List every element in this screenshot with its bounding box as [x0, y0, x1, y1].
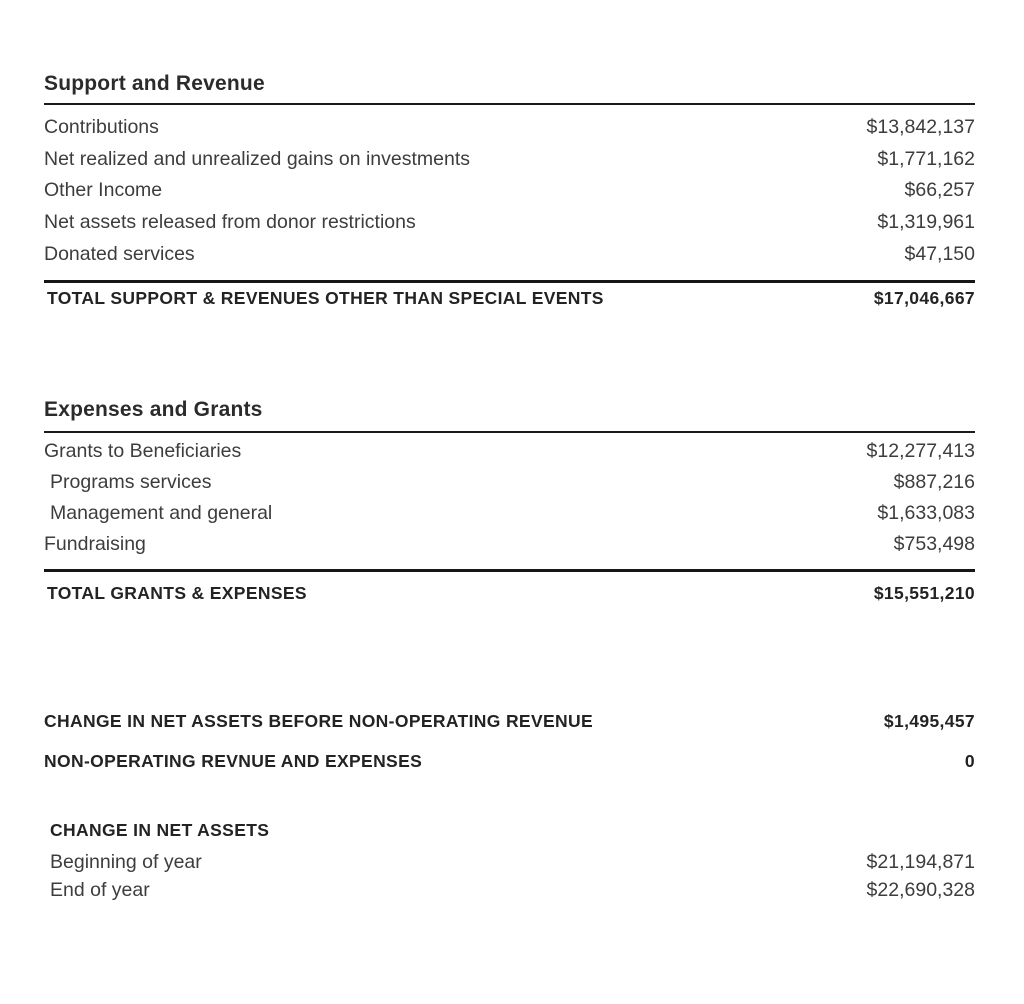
section-divider: [44, 103, 975, 105]
support-revenue-rows: [44, 112, 975, 270]
expenses-grants-rows: [44, 436, 975, 560]
total-label: TOTAL SUPPORT & REVENUES OTHER THAN SPECIAL EVENTS: [47, 287, 604, 308]
row-label: Net assets released from donor restrictions: [44, 211, 416, 234]
table-row: [44, 436, 975, 467]
row-value: $1,771,162: [877, 147, 975, 170]
total-label: TOTAL GRANTS & EXPENSES: [47, 582, 307, 603]
total-divider: [44, 280, 975, 283]
row-label: Fundraising: [44, 533, 146, 555]
row-label: Beginning of year: [50, 850, 202, 873]
row-value: $22,690,328: [866, 878, 975, 901]
row-value: $13,842,137: [866, 116, 975, 139]
row-label: Contributions: [44, 116, 159, 139]
change-before-non-operating-row: [44, 710, 975, 732]
total-grants-expenses-row: [44, 581, 975, 605]
table-row: [44, 529, 975, 560]
beginning-of-year-row: [44, 849, 975, 875]
row-value: $887,216: [893, 471, 975, 493]
row-value: $12,277,413: [866, 440, 975, 462]
total-divider: [44, 569, 975, 572]
row-value: $753,498: [893, 533, 975, 555]
table-row: [44, 175, 975, 207]
section-title-support-and-revenue: Support and Revenue: [44, 72, 265, 95]
row-label: Net realized and unrealized gains on investments: [44, 147, 471, 170]
row-label: Management and general: [50, 502, 273, 524]
summary-label: CHANGE IN NET ASSETS BEFORE NON-OPERATING REVENUE: [44, 710, 594, 731]
row-value: $1,319,961: [877, 211, 975, 234]
row-label: Donated services: [44, 242, 195, 265]
total-value: $15,551,210: [873, 582, 975, 603]
row-value: $21,194,871: [866, 850, 975, 873]
total-support-revenues-row: [44, 286, 975, 310]
total-value: $17,046,667: [873, 287, 975, 308]
change-in-net-assets-title: CHANGE IN NET ASSETS: [50, 819, 270, 840]
summary-label: NON-OPERATING REVNUE AND EXPENSES: [44, 750, 423, 771]
table-row: [44, 144, 975, 176]
row-value: $1,633,083: [877, 502, 975, 524]
row-value: $47,150: [904, 242, 975, 265]
row-label: Other Income: [44, 179, 163, 202]
row-label: Grants to Beneficiaries: [44, 440, 242, 462]
non-operating-row: [44, 750, 975, 772]
section-divider: [44, 431, 975, 433]
table-row: [44, 238, 975, 270]
row-value: $66,257: [904, 179, 975, 202]
end-of-year-row: [44, 877, 975, 903]
table-row: [44, 112, 975, 144]
row-label: End of year: [50, 878, 150, 901]
section-title-expenses-and-grants: Expenses and Grants: [44, 398, 263, 421]
table-row: [44, 207, 975, 239]
table-row: [44, 498, 975, 529]
summary-value: $1,495,457: [883, 710, 975, 731]
row-label: Programs services: [50, 471, 212, 493]
table-row: [44, 467, 975, 498]
summary-value: 0: [964, 750, 975, 771]
